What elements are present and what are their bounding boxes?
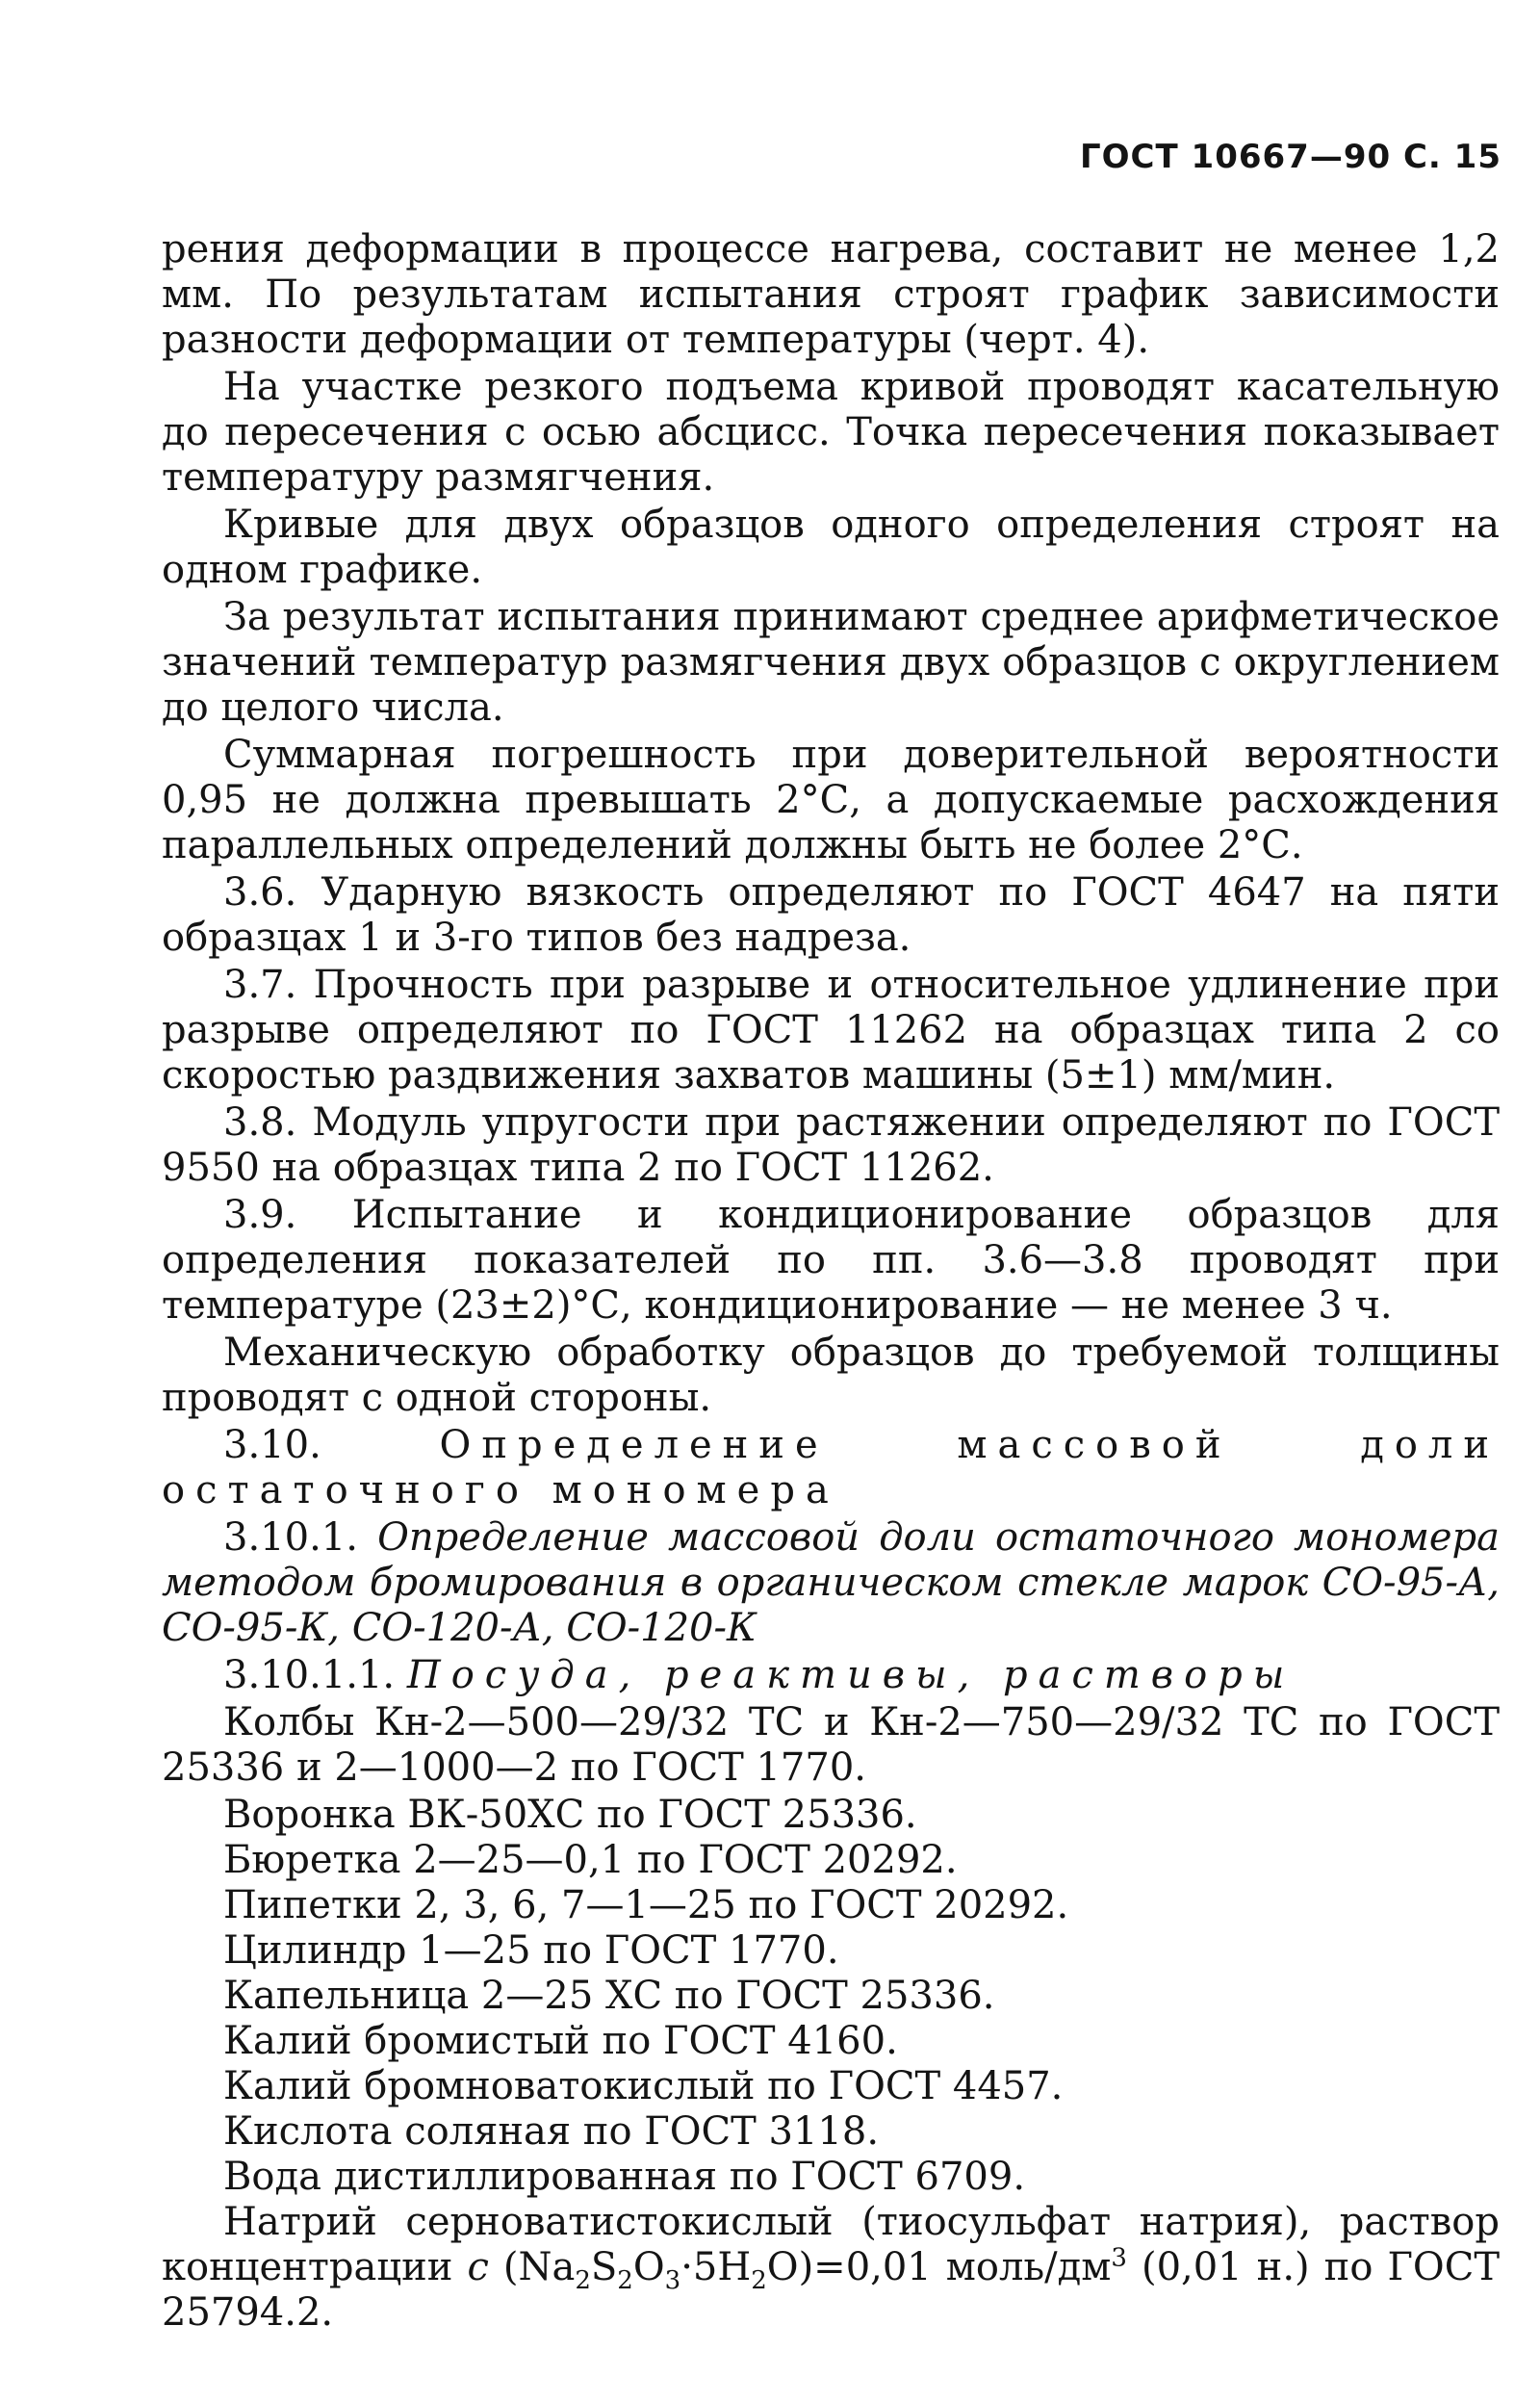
subsection-heading [162, 1515, 1500, 1651]
subscript: 2 [751, 2266, 767, 2295]
text-run: ·5H [680, 2245, 752, 2289]
subscript: 3 [664, 2266, 681, 2295]
subscript: 2 [617, 2266, 633, 2295]
equipment-list [162, 1793, 1500, 2200]
subscript: 2 [575, 2266, 591, 2295]
paragraph: За результат испытания принимают среднее арифметическое значений температур размягчения двух образцов с округлением до целого числа. [162, 595, 1500, 730]
subsection-title: Определение массовой доли остаточного мономера методом бромирования в органическом стекле марок СО-95-А, СО-95-К, СО-120-А, СО-120-К [162, 1515, 1501, 1650]
subsection-number: 3.10.1. [223, 1515, 358, 1560]
list-item: Бюретка 2—25—0,1 по ГОСТ 20292. [223, 1838, 958, 1882]
paragraph: 3.7. Прочность при разрыве и относительное удлинение при разрыве определяют по ГОСТ 11262 на образцах типа 2 со скоростью раздвижения захватов машины (5±1) мм/мин. [162, 963, 1500, 1098]
paragraph: Суммарная погрешность при доверительной вероятности 0,95 не должна превышать 2°С, а допускаемые расхождения параллельных определений должны быть не более 2°С. [162, 733, 1500, 867]
list-item: Калий бромноватокислый по ГОСТ 4457. [223, 2064, 1064, 2108]
paragraph: Колбы Кн-2—500—29/32 ТС и Кн-2—750—29/32 ТС по ГОСТ 25336 и 2—1000—2 по ГОСТ 1770. [162, 1700, 1500, 1790]
paragraph-thiosulfate [162, 2200, 1500, 2336]
paragraph: Кривые для двух образцов одного определения строят на одном графике. [162, 503, 1500, 592]
paragraph: 3.9. Испытание и кондиционирование образцов для определения показателей по пп. 3.6—3.8 проводят при температуре (23±2)°С, кондиционирование — не менее 3 ч. [162, 1193, 1500, 1328]
paragraph: 3.6. Ударную вязкость определяют по ГОСТ 4647 на пяти образцах 1 и 3-го типов без надреза. [162, 870, 1500, 960]
text-run: (0,01 н.) по ГОСТ 25794.2. [162, 2245, 1500, 2335]
text-run: O)=0,01 моль/дм [766, 2245, 1112, 2289]
list-item: Калий бромистый по ГОСТ 4160. [223, 2019, 898, 2063]
list-item: Вода дистиллированная по ГОСТ 6709. [223, 2155, 1026, 2199]
document-body [162, 227, 1500, 2338]
subsubsection-heading [162, 1653, 1500, 1698]
text-run: (Na [488, 2245, 576, 2289]
paragraph: 3.8. Модуль упругости при растяжении определяют по ГОСТ 9550 на образцах типа 2 по ГОСТ 11262. [162, 1100, 1500, 1190]
list-item: Кислота соляная по ГОСТ 3118. [223, 2109, 880, 2154]
list-item: Пипетки 2, 3, 6, 7—1—25 по ГОСТ 20292. [223, 1883, 1069, 1927]
text-run: S [590, 2245, 618, 2289]
list-item: Капельница 2—25 ХС по ГОСТ 25336. [223, 1974, 995, 2018]
list-item: Воронка ВК-50ХС по ГОСТ 25336. [223, 1793, 917, 1837]
paragraph: рения деформации в процессе нагрева, составит не менее 1,2 мм. По результатам испытания строят график зависимости разности деформации от температуры (черт. 4). [162, 227, 1500, 362]
text-run: O [632, 2245, 665, 2289]
section-number: 3.10. [223, 1423, 321, 1467]
paragraph: На участке резкого подъема кривой проводят касательную до пересечения с осью абсцисс. Точка пересечения показывает температуру размягчения. [162, 365, 1500, 500]
paragraph: Механическую обработку образцов до требуемой толщины проводят с одной стороны. [162, 1331, 1500, 1420]
text-run: с [467, 2245, 489, 2289]
text-run: Натрий серноватистокислый (тиосульфат натрия), раствор концентрации [162, 2200, 1500, 2289]
list-item: Цилиндр 1—25 по ГОСТ 1770. [223, 1928, 839, 1973]
page-header: ГОСТ 10667—90 С. 15 [1079, 138, 1502, 176]
section-heading [162, 1423, 1500, 1513]
superscript: 3 [1111, 2243, 1127, 2273]
section-title: Определение массовой доли остаточного мономера [162, 1423, 1500, 1512]
subsubsection-number: 3.10.1.1. [223, 1653, 396, 1697]
subsubsection-title: Посуда, реактивы, растворы [406, 1653, 1296, 1697]
